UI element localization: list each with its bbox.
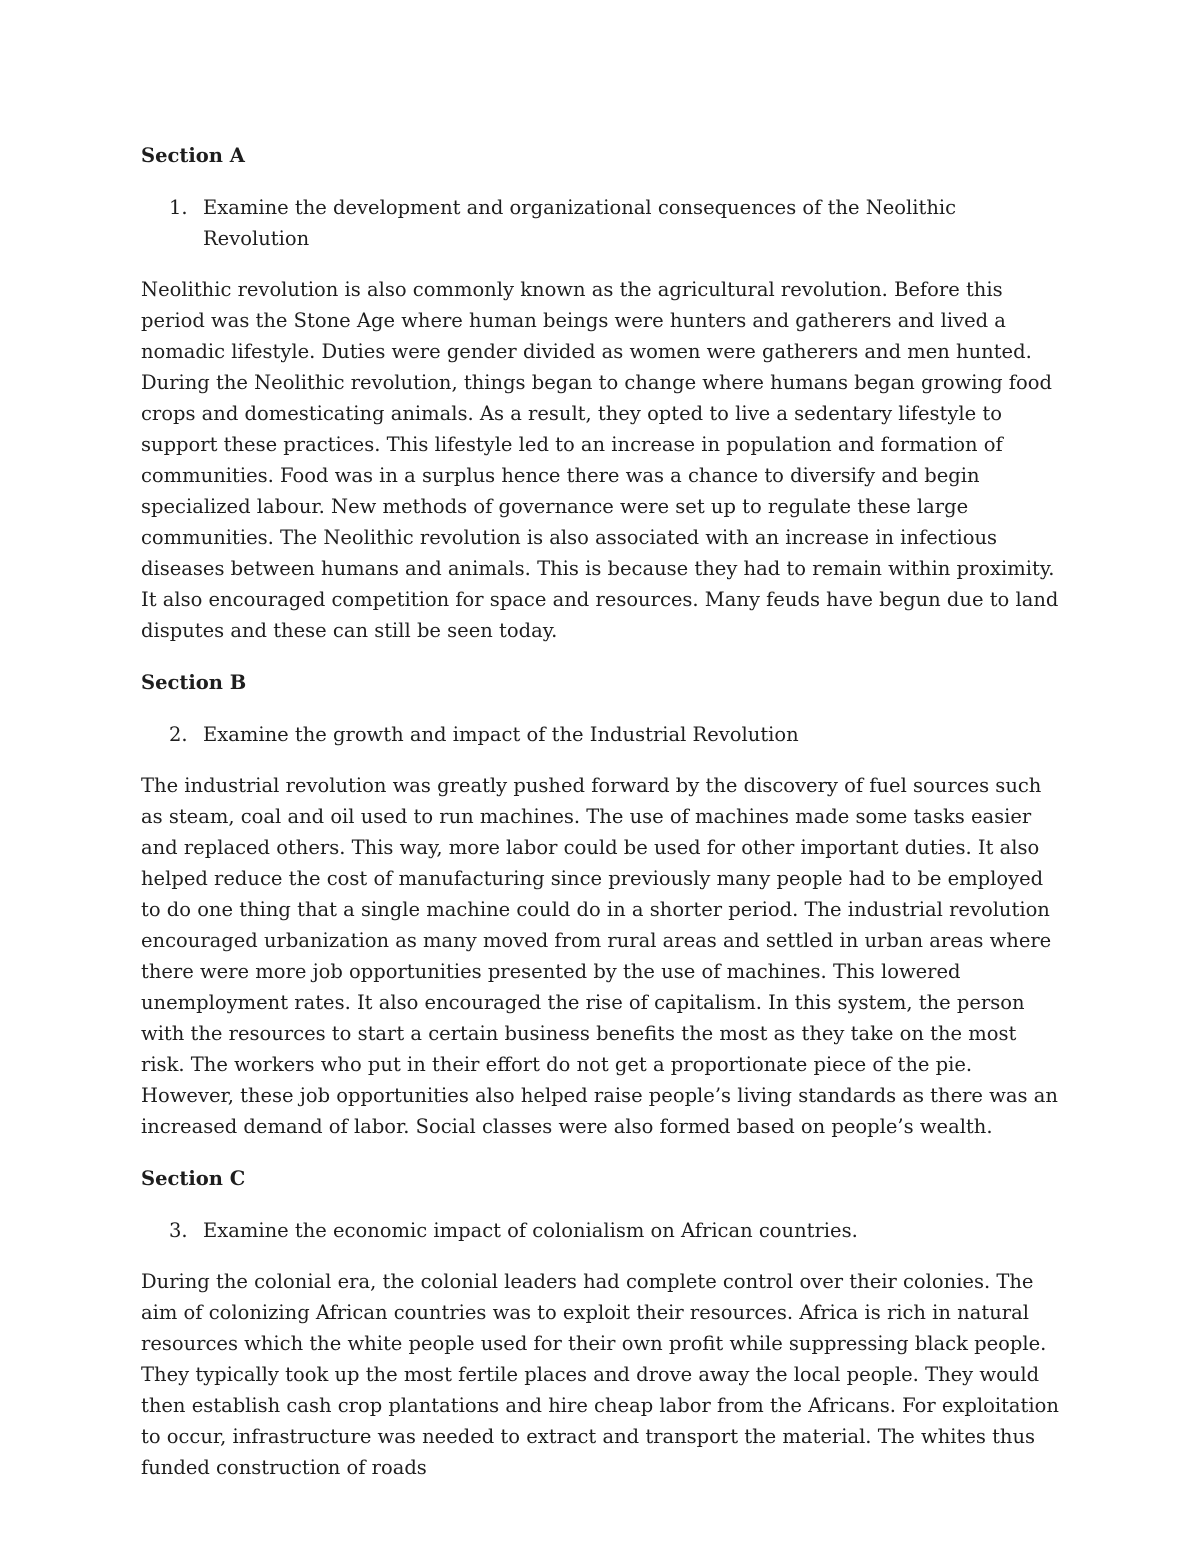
question-number: 3. [169,1219,188,1242]
question-number: 1. [169,196,188,219]
question-item [141,719,1066,750]
question-number: 2. [169,723,188,746]
question-text: Examine the development and organizational consequences of the Neolithic Revolution [203,196,957,250]
document-page [141,140,1066,1504]
section-a [141,140,1066,646]
section-heading: Section A [141,144,245,167]
answer-paragraph: Neolithic revolution is also commonly known as the agricultural revolution. Before this period was the Stone Age where human beings were hunters and gatherers and lived a nomadic lifestyle. Duties were gender divided as women were gatherers and men hunted. During the Neolithic revolution, things began to change where humans began growing food crops and domesticating animals. As a result, they opted to live a sedentary lifestyle to support these practices. This lifestyle led to an increase in population and formation of communities. Food was in a surplus hence there was a chance to diversify and begin specialized labour. New methods of governance were set up to regulate these large communities. The Neolithic revolution is also associated with an increase in infectious diseases between humans and animals. This is because they had to remain within proximity. It also encouraged competition for space and resources. Many feuds have begun due to land disputes and these can still be seen today. [141,278,1059,642]
question-item [141,192,1066,254]
section-heading: Section C [141,1167,246,1190]
answer-paragraph: During the colonial era, the colonial leaders had complete control over their colonies. The aim of colonizing African countries was to exploit their resources. Africa is rich in natural resources which the white people used for their own profit while suppressing black people. They typically took up the most fertile places and drove away the local people. They would then establish cash crop plantations and hire cheap labor from the Africans. For exploitation to occur, infrastructure was needed to extract and transport the material. The whites thus funded construction of roads [141,1270,1059,1479]
section-b [141,667,1066,1142]
section-c [141,1163,1066,1483]
question-item [141,1215,1066,1246]
answer-paragraph: The industrial revolution was greatly pushed forward by the discovery of fuel sources such as steam, coal and oil used to run machines. The use of machines made some tasks easier and replaced others. This way, more labor could be used for other important duties. It also helped reduce the cost of manufacturing since previously many people had to be employed to do one thing that a single machine could do in a shorter period. The industrial revolution encouraged urbanization as many moved from rural areas and settled in urban areas where there were more job opportunities presented by the use of machines. This lowered unemployment rates. It also encouraged the rise of capitalism. In this system, the person with the resources to start a certain business benefits the most as they take on the most risk. The workers who put in their effort do not get a proportionate piece of the pie. However, these job opportunities also helped raise people’s living standards as there was an increased demand of labor. Social classes were also formed based on people’s wealth. [141,774,1058,1138]
question-text: Examine the growth and impact of the Industrial Revolution [203,723,799,746]
question-text: Examine the economic impact of colonialism on African countries. [203,1219,858,1242]
section-heading: Section B [141,671,247,694]
